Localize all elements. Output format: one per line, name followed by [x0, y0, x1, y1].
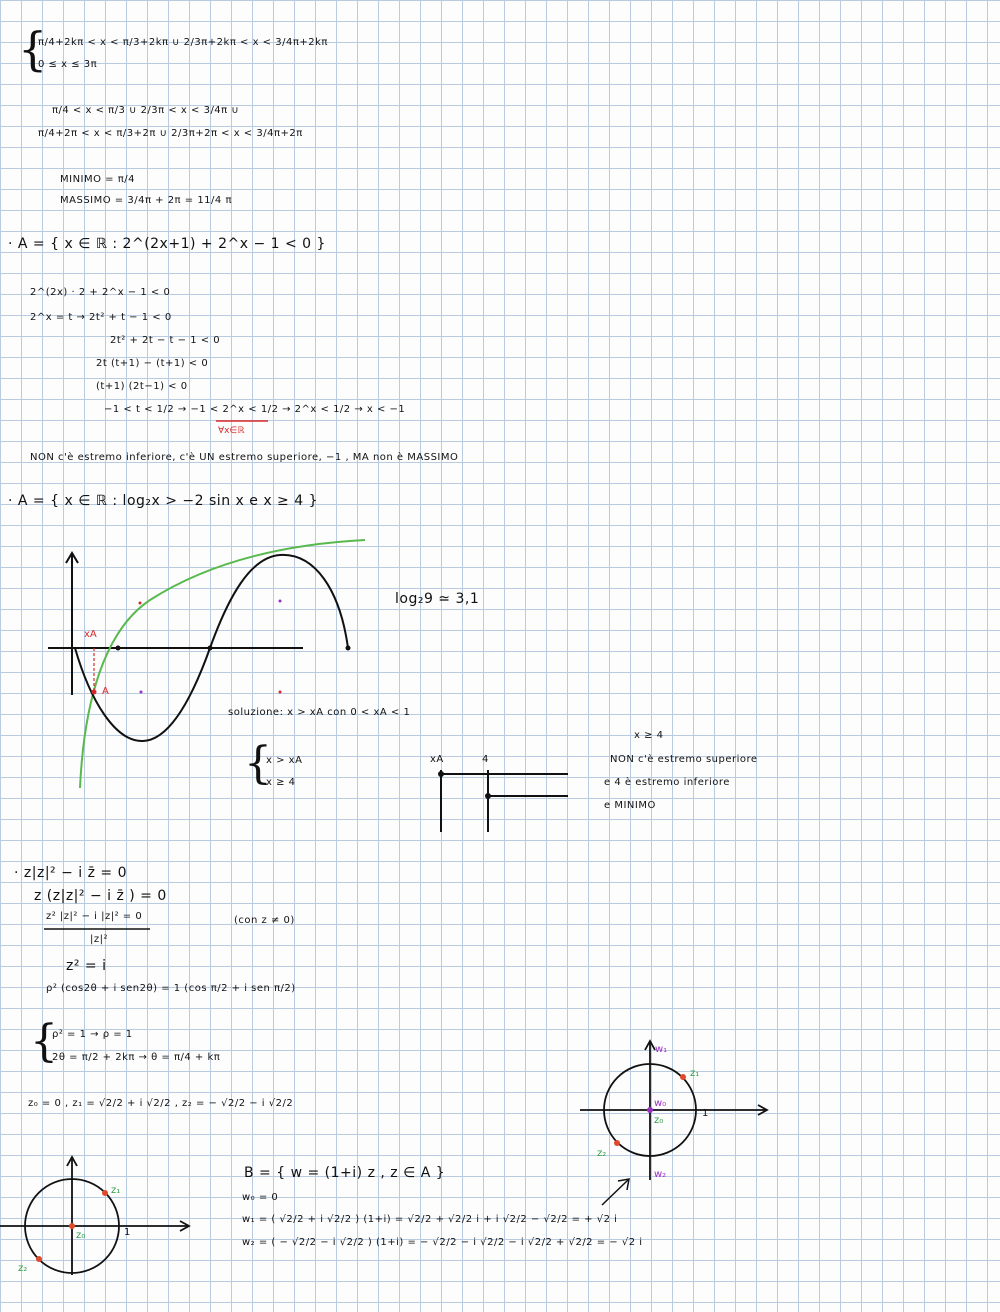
- end-dot: [346, 646, 351, 651]
- complex-eq3-note: (con z ≠ 0): [234, 915, 295, 926]
- log-set-definition: · A = { x ∈ ℝ : log₂x > −2 sin x e x ≥ 4 }: [8, 493, 318, 509]
- circle1-z1-dot: [102, 1190, 108, 1196]
- exp-step5: (t+1) (2t−1) < 0: [96, 381, 188, 392]
- zero-dot: [208, 646, 213, 651]
- circle2-label-w2: w₂: [654, 1169, 667, 1180]
- graph-label-xa: xA: [84, 629, 97, 640]
- exp-step3: 2t² + 2t − t − 1 < 0: [110, 335, 221, 346]
- complex-w1: w₁ = ( √2/2 + i √2/2 ) (1+i) = √2/2 + √2/2 i + i √2/2 − √2/2 = + √2 i: [242, 1214, 618, 1225]
- exp-step4: 2t (t+1) − (t+1) < 0: [96, 358, 209, 369]
- massimo-line: MASSIMO = 3/4π + 2π = 11/4 π: [60, 195, 232, 206]
- interval-system-line2: 0 ≤ x ≤ 3π: [38, 59, 98, 70]
- exp-step2: 2^x = t → 2t² + t − 1 < 0: [30, 312, 172, 323]
- complex-w2: w₂ = ( − √2/2 − i √2/2 ) (1+i) = − √2/2 − i √2/2 − i √2/2 + √2/2 = − √2 i: [242, 1237, 643, 1248]
- log-system-brace: {: [244, 738, 272, 789]
- complex-eq3-denominator: |z|²: [90, 934, 108, 945]
- circle2-label-z1: z₁: [690, 1068, 700, 1079]
- complex-eq2: z (z|z|² − i z̄ ) = 0: [34, 888, 167, 904]
- four-dot: [485, 793, 491, 799]
- complex-roots: z₀ = 0 , z₁ = √2/2 + i √2/2 , z₂ = − √2/2 − i √2/2: [28, 1098, 294, 1109]
- solution-number-line: [438, 770, 568, 832]
- circle2-label-one: 1: [702, 1108, 709, 1119]
- marker-dot: [139, 602, 142, 605]
- pointer-arrow-line: [602, 1180, 628, 1205]
- circle2-label-z0: z₀: [654, 1115, 664, 1126]
- graph-label-a: A: [102, 686, 109, 697]
- complex-sys1: ρ² = 1 → ρ = 1: [52, 1029, 133, 1040]
- complex-eq1: · z|z|² − i z̄ = 0: [14, 865, 128, 881]
- numline-label-xa: xA: [430, 754, 444, 765]
- xa-dot: [438, 771, 444, 777]
- complex-system-brace: {: [30, 1016, 58, 1067]
- circle1-label-one: 1: [124, 1227, 131, 1238]
- interval-union-line1: π/4 < x < π/3 ∪ 2/3π < x < 3/4π ∪: [52, 105, 240, 116]
- log-right-line2: NON c'è estremo superiore: [610, 754, 758, 765]
- circle2-label-z2: z₂: [597, 1148, 607, 1159]
- log-right-line1: x ≥ 4: [634, 730, 664, 741]
- interval-system-line1: π/4+2kπ < x < π/3+2kπ ∪ 2/3π+2kπ < x < 3/4π+2kπ: [38, 37, 328, 48]
- log-solution: soluzione: x > xA con 0 < xA < 1: [228, 707, 411, 718]
- log-system-line1: x > xA: [266, 755, 303, 766]
- complex-eq4: z² = i: [66, 958, 107, 974]
- circle2-z2-dot: [614, 1140, 620, 1146]
- exp-set-definition: · A = { x ∈ ℝ : 2^(2x+1) + 2^x − 1 < 0 }: [8, 236, 326, 252]
- exp-conclusion: NON c'è estremo inferiore, c'è UN estremo superiore, −1 , MA non è MASSIMO: [30, 452, 459, 463]
- log-right-line3: e 4 è estremo inferiore: [604, 777, 730, 788]
- intersection-dot: [116, 646, 121, 651]
- log-sine-graph: [48, 540, 365, 788]
- complex-sys2: 2θ = π/2 + 2kπ → θ = π/4 + kπ: [52, 1052, 221, 1063]
- circle1-origin-dot: [69, 1223, 75, 1229]
- circle-diagram-z: [0, 1157, 189, 1275]
- complex-eq5: ρ² (cos2θ + i sen2θ) = 1 (cos π/2 + i sen π/2): [46, 983, 296, 994]
- circle2-label-w1: w₁: [655, 1044, 668, 1055]
- point-a: [92, 690, 97, 695]
- system-brace: {: [18, 22, 48, 76]
- circle2-label-w0: w₀: [654, 1098, 667, 1109]
- circle2-z1-dot: [680, 1074, 686, 1080]
- exp-step6: −1 < t < 1/2 → −1 < 2^x < 1/2 → 2^x < 1/2 → x < −1: [104, 404, 406, 415]
- minimo-line: MINIMO = π/4: [60, 174, 135, 185]
- exp-step6-note: ∀x∈ℝ: [218, 426, 245, 436]
- circle1-label-z2: z₂: [18, 1263, 28, 1274]
- exp-step1: 2^(2x) · 2 + 2^x − 1 < 0: [30, 287, 171, 298]
- circle1-label-z1: z₁: [111, 1185, 121, 1196]
- log-system-line2: x ≥ 4: [266, 777, 296, 788]
- marker-dot: [279, 691, 282, 694]
- circle2-origin-dot: [647, 1107, 653, 1113]
- complex-b-definition: B = { w = (1+i) z , z ∈ A }: [244, 1165, 446, 1181]
- circle1-z2-dot: [36, 1256, 42, 1262]
- interval-union-line2: π/4+2π < x < π/3+2π ∪ 2/3π+2π < x < 3/4π+2π: [38, 128, 303, 139]
- circle1-label-z0: z₀: [76, 1230, 86, 1241]
- numline-label-4: 4: [482, 754, 489, 765]
- marker-dot: [279, 600, 282, 603]
- marker-dot: [140, 691, 143, 694]
- complex-eq3-numerator: z² |z|² − i |z|² = 0: [46, 911, 143, 922]
- circle-diagram-w: [580, 1041, 767, 1205]
- log-approximation: log₂9 ≃ 3,1: [395, 591, 480, 607]
- log-right-line4: e MINIMO: [604, 800, 656, 811]
- complex-w0: w₀ = 0: [242, 1192, 279, 1203]
